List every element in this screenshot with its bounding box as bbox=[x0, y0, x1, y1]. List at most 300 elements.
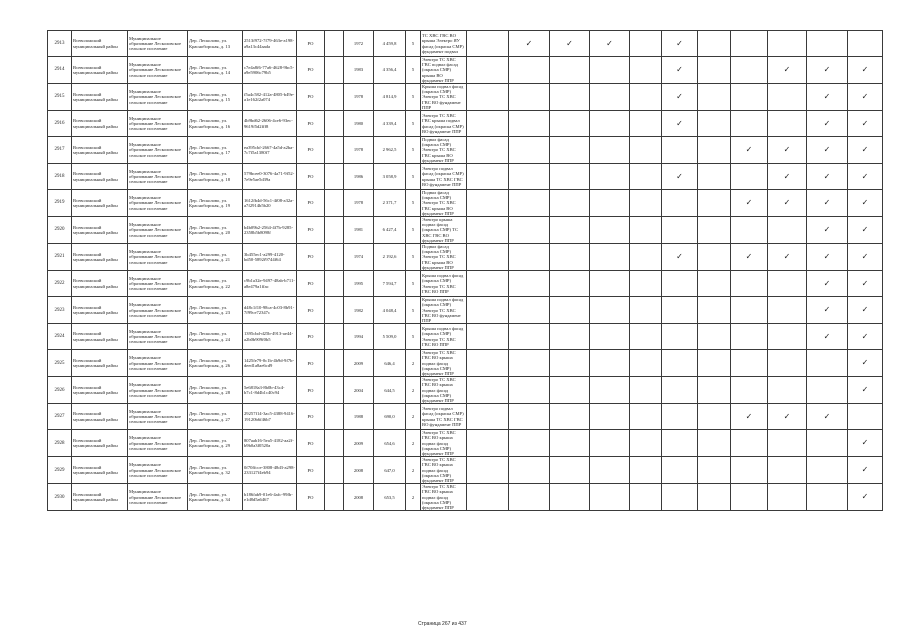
cell-empty bbox=[325, 57, 344, 84]
cell-district: Всеволожский муниципальный район bbox=[72, 164, 128, 190]
checkmark-icon: ✓ bbox=[861, 385, 869, 395]
cell-p: РО bbox=[297, 377, 325, 404]
check-cell bbox=[630, 57, 662, 84]
cell-num: 2929 bbox=[48, 457, 72, 484]
cell-code: 3b455ec1-a299-4120-bd50-5892f9744f64 bbox=[243, 244, 297, 271]
checkmark-icon: ✓ bbox=[676, 171, 683, 181]
cell-settlement: Муниципальное образование Лесколовское сельское поселение bbox=[128, 217, 188, 244]
cell-p: РО bbox=[297, 244, 325, 271]
check-cell bbox=[731, 111, 768, 137]
check-cell bbox=[731, 271, 768, 297]
cell-num: 2930 bbox=[48, 484, 72, 511]
check-cell bbox=[698, 111, 731, 137]
cell-address: Дер. Лесколово, ул. Красноборская, д. 20 bbox=[188, 217, 243, 244]
check-cell bbox=[768, 484, 807, 511]
check-cell bbox=[848, 84, 883, 111]
cell-address: Дер. Лесколово, ул. Красноборская, д. 21 bbox=[188, 244, 243, 271]
cell-year: 1978 bbox=[344, 190, 374, 217]
check-cell bbox=[509, 297, 550, 324]
cell-n: 2 bbox=[406, 457, 421, 484]
check-cell bbox=[467, 111, 509, 137]
check-cell bbox=[662, 137, 698, 164]
check-cell bbox=[807, 31, 848, 57]
cell-num: 2913 bbox=[48, 31, 72, 57]
cell-p: РО bbox=[297, 404, 325, 430]
check-cell bbox=[768, 457, 807, 484]
cell-area: 647,0 bbox=[374, 457, 406, 484]
check-cell bbox=[550, 484, 590, 511]
check-cell bbox=[731, 137, 768, 164]
cell-works: Электро ТС ХВС ГВС крыша подвал фасад (окраска СМР) ВО фундамент ППР bbox=[421, 111, 467, 137]
cell-p: РО bbox=[297, 350, 325, 377]
check-cell bbox=[848, 271, 883, 297]
check-cell bbox=[509, 190, 550, 217]
cell-district: Всеволожский муниципальный район bbox=[72, 190, 128, 217]
cell-area: 644,5 bbox=[374, 377, 406, 404]
check-cell bbox=[807, 137, 848, 164]
cell-address: Дер. Лесколово, ул. Красноборская, д. 26 bbox=[188, 350, 243, 377]
check-cell bbox=[467, 457, 509, 484]
check-cell bbox=[509, 217, 550, 244]
checkmark-icon: ✓ bbox=[823, 252, 831, 262]
check-cell bbox=[698, 271, 731, 297]
cell-p: РО bbox=[297, 137, 325, 164]
checkmark-icon: ✓ bbox=[861, 465, 869, 475]
check-cell bbox=[848, 430, 883, 457]
checkmark-icon: ✓ bbox=[861, 225, 869, 235]
cell-code: ea395cbf-2667-4a5d-a2ba-7c7f5a1380f7 bbox=[243, 137, 297, 164]
checkmark-icon: ✓ bbox=[676, 92, 683, 102]
cell-works: Подвал фасад (окраска СМР) Электро ТС ХВС ГВС крыша ВО фундамент ППР bbox=[421, 244, 467, 271]
cell-p: РО bbox=[297, 190, 325, 217]
check-cell bbox=[731, 404, 768, 430]
cell-year: 2008 bbox=[344, 484, 374, 511]
check-cell bbox=[550, 190, 590, 217]
table-row bbox=[48, 217, 883, 244]
check-cell bbox=[698, 137, 731, 164]
cell-empty bbox=[325, 84, 344, 111]
cell-empty bbox=[325, 377, 344, 404]
checkmark-icon: ✓ bbox=[861, 145, 869, 155]
check-cell bbox=[698, 31, 731, 57]
check-cell bbox=[467, 430, 509, 457]
check-cell bbox=[848, 377, 883, 404]
check-cell bbox=[768, 404, 807, 430]
cell-works: Электро крыша подвал фасад (окраска СМР) ТС ХВС ГВС ВО фундамент ППР bbox=[421, 217, 467, 244]
check-cell bbox=[768, 111, 807, 137]
check-cell bbox=[662, 217, 698, 244]
cell-code: b186fab9-01e6-4afc-99fb-e1d8d5a6467 bbox=[243, 484, 297, 511]
check-cell bbox=[630, 190, 662, 217]
check-cell bbox=[509, 31, 550, 57]
cell-code: 1425fe79-0c1b-4b9d-9f7b-deed1a8ae6cd9 bbox=[243, 350, 297, 377]
check-cell bbox=[509, 484, 550, 511]
checkmark-icon: ✓ bbox=[745, 145, 753, 155]
cell-district: Всеволожский муниципальный район bbox=[72, 217, 128, 244]
check-cell bbox=[590, 430, 630, 457]
cell-empty bbox=[325, 190, 344, 217]
cell-year: 1983 bbox=[344, 57, 374, 84]
check-cell bbox=[848, 404, 883, 430]
check-cell bbox=[590, 484, 630, 511]
check-cell bbox=[848, 350, 883, 377]
cell-works: Электро ТС ХВС ГВС ВО крыша подвал фасад (окраска СМР) фундамент ППР bbox=[421, 457, 467, 484]
table-row bbox=[48, 430, 883, 457]
check-cell bbox=[731, 297, 768, 324]
check-cell bbox=[698, 430, 731, 457]
cell-n: 5 bbox=[406, 164, 421, 190]
check-cell bbox=[467, 377, 509, 404]
checkmark-icon: ✓ bbox=[861, 65, 869, 74]
cell-address: Дер. Лесколово, ул. Красноборская, д. 14 bbox=[188, 57, 243, 84]
cell-p: РО bbox=[297, 297, 325, 324]
check-cell bbox=[550, 324, 590, 350]
cell-code: c9b1a32e-9497-48ab-b711-a8e479a1ffac bbox=[243, 271, 297, 297]
cell-year: 1995 bbox=[344, 271, 374, 297]
cell-empty bbox=[325, 430, 344, 457]
cell-year: 2009 bbox=[344, 350, 374, 377]
checkmark-icon: ✓ bbox=[566, 38, 573, 48]
cell-settlement: Муниципальное образование Лесколовское сельское поселение bbox=[128, 271, 188, 297]
check-cell bbox=[731, 84, 768, 111]
check-cell bbox=[768, 324, 807, 350]
cell-year: 1988 bbox=[344, 404, 374, 430]
checkmark-icon: ✓ bbox=[861, 278, 869, 288]
cell-district: Всеволожский муниципальный район bbox=[72, 271, 128, 297]
checkmark-icon: ✓ bbox=[823, 118, 831, 128]
check-cell bbox=[590, 164, 630, 190]
checkmark-icon: ✓ bbox=[676, 65, 683, 74]
cell-num: 2928 bbox=[48, 430, 72, 457]
cell-p: РО bbox=[297, 271, 325, 297]
cell-num: 2922 bbox=[48, 271, 72, 297]
check-cell bbox=[509, 404, 550, 430]
check-cell bbox=[731, 350, 768, 377]
check-cell bbox=[768, 84, 807, 111]
cell-n: 5 bbox=[406, 324, 421, 350]
check-cell bbox=[630, 31, 662, 57]
table-row bbox=[48, 484, 883, 511]
cell-num: 2915 bbox=[48, 84, 72, 111]
cell-year: 2009 bbox=[344, 430, 374, 457]
checkmark-icon: ✓ bbox=[783, 252, 791, 262]
check-cell bbox=[807, 324, 848, 350]
cell-num: 2920 bbox=[48, 217, 72, 244]
check-cell bbox=[848, 324, 883, 350]
cell-district: Всеволожский муниципальный район bbox=[72, 111, 128, 137]
cell-year: 2004 bbox=[344, 377, 374, 404]
table-row bbox=[48, 31, 883, 57]
checkmark-icon: ✓ bbox=[861, 305, 869, 315]
cell-district: Всеволожский муниципальный район bbox=[72, 57, 128, 84]
check-cell bbox=[590, 377, 630, 404]
check-cell bbox=[807, 350, 848, 377]
cell-area: 4 814,9 bbox=[374, 84, 406, 111]
checkmark-icon: ✓ bbox=[861, 118, 869, 128]
cell-code: 807aab16-5ea5-4182-aa2f-b9b0a3f0520a bbox=[243, 430, 297, 457]
check-cell bbox=[698, 324, 731, 350]
check-cell bbox=[698, 457, 731, 484]
check-cell bbox=[509, 137, 550, 164]
cell-empty bbox=[325, 324, 344, 350]
cell-area: 2 192,6 bbox=[374, 244, 406, 271]
cell-works: Электро ТС ХВС ГВС ВО крыша подвал фасад (окраска СМР) фундамент ППР bbox=[421, 377, 467, 404]
check-cell bbox=[630, 297, 662, 324]
cell-code: c7e4a8f6-77a6-4628-9bc5-a9e5906c79b5 bbox=[243, 57, 297, 84]
checkmark-icon: ✓ bbox=[823, 65, 831, 74]
cell-n: 5 bbox=[406, 57, 421, 84]
cell-settlement: Муниципальное образование Лесколовское сельское поселение bbox=[128, 31, 188, 57]
checkmark-icon: ✓ bbox=[861, 252, 869, 262]
cell-address: Дер. Лесколово, ул. Красноборская, д. 23 bbox=[188, 297, 243, 324]
cell-address: Дер. Лесколово, ул. Красноборская, д. 22 bbox=[188, 271, 243, 297]
check-cell bbox=[550, 377, 590, 404]
check-cell bbox=[590, 404, 630, 430]
check-cell bbox=[630, 217, 662, 244]
cell-area: 5 509,0 bbox=[374, 324, 406, 350]
cell-works: Крыша подвал фасад (окраска СМР) Электро ТС ХВС ГВС ВО фундамент ППР bbox=[421, 84, 467, 111]
checkmark-icon: ✓ bbox=[861, 492, 869, 502]
check-cell bbox=[550, 430, 590, 457]
check-cell bbox=[590, 84, 630, 111]
table-row bbox=[48, 164, 883, 190]
checkmark-icon: ✓ bbox=[823, 198, 831, 208]
check-cell bbox=[662, 111, 698, 137]
cell-n: 5 bbox=[406, 217, 421, 244]
cell-n: 5 bbox=[406, 297, 421, 324]
check-cell bbox=[630, 377, 662, 404]
cell-p: РО bbox=[297, 31, 325, 57]
check-cell bbox=[630, 350, 662, 377]
cell-year: 1981 bbox=[344, 217, 374, 244]
cell-n: 5 bbox=[406, 84, 421, 111]
cell-year: 2008 bbox=[344, 457, 374, 484]
cell-num: 2917 bbox=[48, 137, 72, 164]
cell-area: 3 058,9 bbox=[374, 164, 406, 190]
check-cell bbox=[698, 57, 731, 84]
checkmark-icon: ✓ bbox=[783, 171, 791, 181]
check-cell bbox=[590, 324, 630, 350]
check-cell bbox=[768, 244, 807, 271]
check-cell bbox=[848, 111, 883, 137]
cell-p: РО bbox=[297, 111, 325, 137]
cell-empty bbox=[325, 244, 344, 271]
cell-area: 4 459,8 bbox=[374, 31, 406, 57]
check-cell bbox=[807, 297, 848, 324]
table-row bbox=[48, 84, 883, 111]
cell-district: Всеволожский муниципальный район bbox=[72, 377, 128, 404]
cell-settlement: Муниципальное образование Лесколовское сельское поселение bbox=[128, 190, 188, 217]
cell-empty bbox=[325, 31, 344, 57]
check-cell bbox=[768, 31, 807, 57]
check-cell bbox=[590, 457, 630, 484]
check-cell bbox=[590, 137, 630, 164]
checkmark-icon: ✓ bbox=[823, 411, 831, 421]
cell-empty bbox=[325, 164, 344, 190]
cell-n: 5 bbox=[406, 137, 421, 164]
checkmark-icon: ✓ bbox=[861, 438, 869, 448]
cell-num: 2923 bbox=[48, 297, 72, 324]
checkmark-icon: ✓ bbox=[676, 38, 683, 48]
cell-settlement: Муниципальное образование Лесколовское сельское поселение bbox=[128, 430, 188, 457]
cell-district: Всеволожский муниципальный район bbox=[72, 430, 128, 457]
cell-works: Подвал фасад (окраска СМР) Электро ТС ХВС ГВС крыша ВО фундамент ППР bbox=[421, 190, 467, 217]
cell-code: d48c1f10-98ca-4c03-8b91-7f99ce72347c bbox=[243, 297, 297, 324]
cell-n: 5 bbox=[406, 31, 421, 57]
cell-n: 5 bbox=[406, 111, 421, 137]
cell-address: Дер. Лесколово, ул. Красноборская, д. 34 bbox=[188, 484, 243, 511]
table-row bbox=[48, 297, 883, 324]
check-cell bbox=[509, 377, 550, 404]
cell-address: Дер. Лесколово, ул. Красноборская, д. 27 bbox=[188, 404, 243, 430]
check-cell bbox=[807, 404, 848, 430]
cell-n: 5 bbox=[406, 271, 421, 297]
cell-area: 654,6 bbox=[374, 430, 406, 457]
check-cell bbox=[550, 217, 590, 244]
check-cell bbox=[550, 84, 590, 111]
checkmark-icon: ✓ bbox=[861, 198, 869, 208]
check-cell bbox=[550, 57, 590, 84]
cell-num: 2918 bbox=[48, 164, 72, 190]
cell-works: Крыша подвал фасад (окраска СМР) Электро ТС ХВС ГВС ВО ППР bbox=[421, 271, 467, 297]
check-cell bbox=[848, 297, 883, 324]
cell-empty bbox=[325, 271, 344, 297]
check-cell bbox=[509, 430, 550, 457]
cell-works: Электро ТС ХВС ГВС ВО крыша подвал фасад (окраска СМР) фундамент ППР bbox=[421, 350, 467, 377]
cell-code: 4b9bd62-2606-4ce6-93ec-9619f5d2fff8 bbox=[243, 111, 297, 137]
cell-district: Всеволожский муниципальный район bbox=[72, 324, 128, 350]
check-cell bbox=[630, 111, 662, 137]
cell-empty bbox=[325, 350, 344, 377]
check-cell bbox=[662, 57, 698, 84]
cell-works: Электро ТС ХВС ГВС подвал фасад (окраска СМР) крыша ВО фундамент ППР bbox=[421, 57, 467, 84]
check-cell bbox=[807, 164, 848, 190]
cell-empty bbox=[325, 217, 344, 244]
cell-p: РО bbox=[297, 430, 325, 457]
register-table bbox=[47, 30, 883, 511]
cell-year: 1980 bbox=[344, 111, 374, 137]
check-cell bbox=[467, 324, 509, 350]
check-cell bbox=[590, 190, 630, 217]
check-cell bbox=[662, 190, 698, 217]
check-cell bbox=[662, 297, 698, 324]
checkmark-icon: ✓ bbox=[861, 358, 869, 368]
cell-district: Всеволожский муниципальный район bbox=[72, 137, 128, 164]
check-cell bbox=[590, 111, 630, 137]
check-cell bbox=[731, 430, 768, 457]
check-cell bbox=[698, 484, 731, 511]
check-cell bbox=[662, 84, 698, 111]
table-row bbox=[48, 404, 883, 430]
check-cell bbox=[550, 244, 590, 271]
cell-num: 2914 bbox=[48, 57, 72, 84]
check-cell bbox=[731, 190, 768, 217]
cell-n: 2 bbox=[406, 377, 421, 404]
table-row bbox=[48, 57, 883, 84]
cell-empty bbox=[325, 297, 344, 324]
check-cell bbox=[731, 484, 768, 511]
check-cell bbox=[807, 271, 848, 297]
cell-district: Всеволожский муниципальный район bbox=[72, 350, 128, 377]
cell-year: 1978 bbox=[344, 84, 374, 111]
check-cell bbox=[467, 137, 509, 164]
cell-code: 1612fb4d-56c1-4f08-a32a-a7f2914b5b20 bbox=[243, 190, 297, 217]
table-row bbox=[48, 350, 883, 377]
cell-n: 2 bbox=[406, 430, 421, 457]
check-cell bbox=[467, 244, 509, 271]
check-cell bbox=[698, 217, 731, 244]
cell-empty bbox=[325, 484, 344, 511]
check-cell bbox=[807, 457, 848, 484]
table-body bbox=[48, 31, 883, 511]
check-cell bbox=[662, 164, 698, 190]
cell-settlement: Муниципальное образование Лесколовское сельское поселение bbox=[128, 137, 188, 164]
cell-settlement: Муниципальное образование Лесколовское сельское поселение bbox=[128, 377, 188, 404]
check-cell bbox=[467, 217, 509, 244]
table-row bbox=[48, 324, 883, 350]
cell-num: 2919 bbox=[48, 190, 72, 217]
cell-settlement: Муниципальное образование Лесколовское сельское поселение bbox=[128, 457, 188, 484]
check-cell bbox=[509, 244, 550, 271]
cell-p: РО bbox=[297, 217, 325, 244]
check-cell bbox=[662, 324, 698, 350]
check-cell bbox=[550, 297, 590, 324]
check-cell bbox=[768, 190, 807, 217]
check-cell bbox=[807, 84, 848, 111]
checkmark-icon: ✓ bbox=[861, 92, 869, 102]
check-cell bbox=[807, 217, 848, 244]
checkmark-icon: ✓ bbox=[823, 171, 831, 181]
check-cell bbox=[731, 377, 768, 404]
check-cell bbox=[698, 377, 731, 404]
cell-code: 0f70ffcce-3808-48d3-a298-233127f4eb94 bbox=[243, 457, 297, 484]
check-cell bbox=[731, 164, 768, 190]
check-cell bbox=[630, 84, 662, 111]
cell-works: Электро подвал фасад (окраска СМР) крыша ТС ХВС ГВС ВО фундамент ППР bbox=[421, 164, 467, 190]
cell-code: 5e6818a3-8b0b-43c4-b7c1-8d4b1c40c94 bbox=[243, 377, 297, 404]
check-cell bbox=[731, 244, 768, 271]
cell-year: 1978 bbox=[344, 137, 374, 164]
cell-code: b4b09b2-2564-4f7b-9285-2358b5b8098f bbox=[243, 217, 297, 244]
cell-empty bbox=[325, 457, 344, 484]
cell-settlement: Муниципальное образование Лесколовское сельское поселение bbox=[128, 404, 188, 430]
check-cell bbox=[848, 190, 883, 217]
cell-address: Дер. Лесколово, ул. Красноборская, д. 16 bbox=[188, 111, 243, 137]
cell-district: Всеволожский муниципальный район bbox=[72, 31, 128, 57]
check-cell bbox=[731, 31, 768, 57]
cell-area: 4 356,4 bbox=[374, 57, 406, 84]
cell-code: 2513f972-7f79-463e-a198-a9a13c44aada bbox=[243, 31, 297, 57]
check-cell bbox=[467, 31, 509, 57]
checkmark-icon: ✓ bbox=[823, 278, 831, 288]
check-cell bbox=[467, 350, 509, 377]
checkmark-icon: ✓ bbox=[823, 145, 831, 155]
cell-area: 690,0 bbox=[374, 404, 406, 430]
check-cell bbox=[550, 137, 590, 164]
check-cell bbox=[731, 57, 768, 84]
checkmark-icon: ✓ bbox=[823, 305, 831, 315]
checkmark-icon: ✓ bbox=[783, 198, 791, 208]
check-cell bbox=[768, 350, 807, 377]
cell-empty bbox=[325, 404, 344, 430]
cell-address: Дер. Лесколово, ул. Красноборская, д. 32 bbox=[188, 457, 243, 484]
check-cell bbox=[630, 164, 662, 190]
cell-num: 2927 bbox=[48, 404, 72, 430]
cell-year: 1994 bbox=[344, 324, 374, 350]
check-cell bbox=[509, 350, 550, 377]
check-cell bbox=[662, 484, 698, 511]
table-row bbox=[48, 377, 883, 404]
